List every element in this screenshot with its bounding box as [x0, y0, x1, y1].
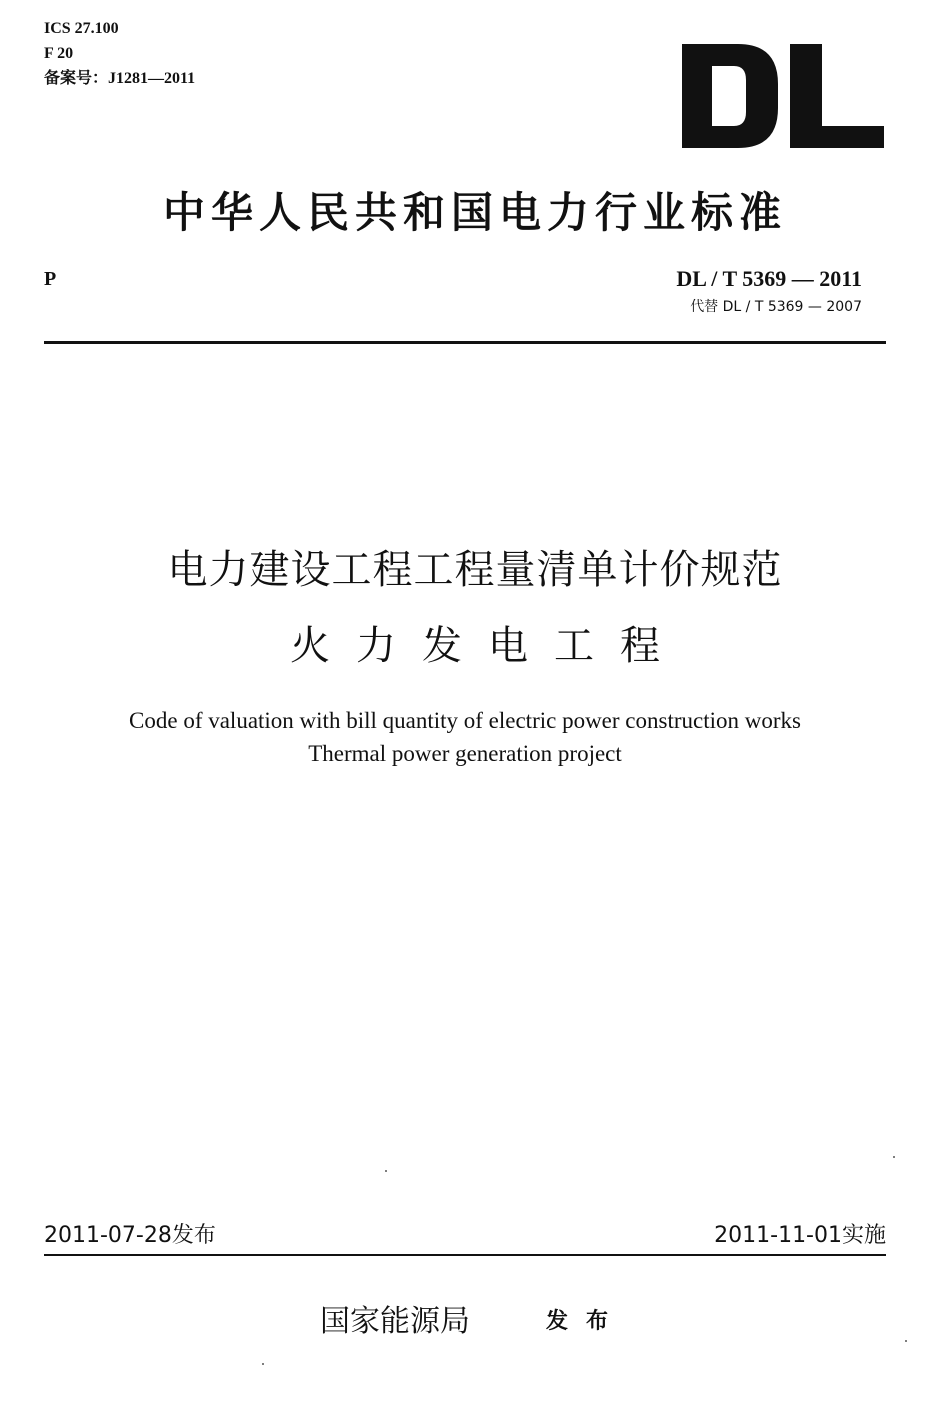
category-letter: P [44, 268, 57, 290]
issue-date: 2011-07-28发布 [44, 1223, 216, 1248]
implementation-date: 2011-11-01实施 [714, 1223, 886, 1248]
replaces-standard: 代替 DL / T 5369 — 2007 [690, 299, 862, 315]
title-cn-line2: 火力发电工程 [290, 623, 686, 669]
publisher-name: 国家能源局 [320, 1304, 470, 1339]
scan-speck [385, 1170, 387, 1172]
top-divider [44, 341, 886, 344]
main-title: 中华人民共和国电力行业标准 [162, 188, 787, 237]
classification-codes [44, 16, 195, 91]
title-en-line1: Code of valuation with bill quantity of electric power construction works [129, 708, 801, 733]
ics-code: ICS 27.100 [44, 20, 119, 37]
scan-speck [905, 1340, 907, 1342]
title-en-line2: Thermal power generation project [308, 741, 622, 766]
dl-logo [682, 44, 884, 148]
record-number: 备案号：J1281—2011 [44, 70, 196, 87]
bottom-divider [44, 1254, 886, 1256]
standard-block [676, 266, 862, 316]
scan-speck [262, 1363, 264, 1365]
title-cn-line1: 电力建设工程工程量清单计价规范 [167, 547, 783, 593]
standard-number: DL / T 5369 — 2011 [676, 266, 862, 291]
ccs-code: F 20 [44, 45, 74, 62]
publish-label: 发布 [546, 1309, 627, 1334]
scan-speck [893, 1156, 895, 1158]
